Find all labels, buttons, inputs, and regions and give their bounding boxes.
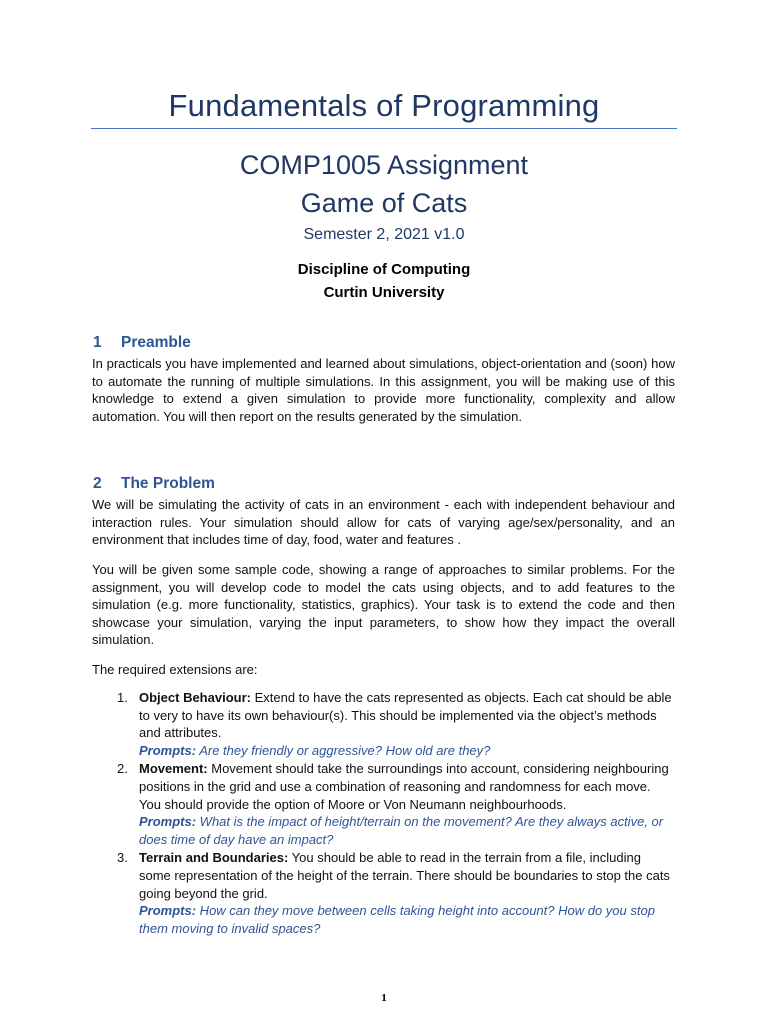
prompt-text: How can they move between cells taking height into account? How do you stop them moving to invalid spaces?	[139, 903, 655, 936]
extension-term: Terrain and Boundaries:	[139, 850, 289, 866]
assignment-subtitle: Game of Cats	[300, 188, 468, 218]
problem-paragraph-2: You will be given some sample code, showing a range of approaches to similar problems. For the assignment, you will develop code to model the cats using objects, and to add features to the simulation (e.g. more functionality, statistics, graphics). Your task is to extend the code and then showcase your simulation, varying the input parameters, to show how they impact the overall simulation.	[92, 562, 675, 648]
section-heading-preamble	[93, 333, 191, 353]
prompt-label: Prompts:	[139, 742, 197, 758]
required-extensions-list	[92, 689, 675, 938]
list-marker: 3.	[117, 850, 128, 866]
discipline-name: Discipline of Computing	[297, 261, 471, 278]
preamble-paragraph: In practicals you have implemented and learned about simulations, object-orientation and (soon) how to automate the running of multiple simulations. In this assignment, you will be making use of this knowledge to extend a given simulation to provide more functionality, complexity and allow automation. You will then report on the results generated by the simulation.	[92, 356, 675, 424]
prompt-label: Prompts:	[139, 814, 197, 830]
list-item	[92, 689, 675, 759]
problem-paragraph-1: We will be simulating the activity of cats in an environment - each with independent behaviour and interaction rules. Your simulation should allow for cats of varying age/sex/personality, and an environment that includes time of day, food, water and features .	[92, 497, 675, 548]
semester-version: Semester 2, 2021 v1.0	[303, 226, 465, 243]
list-marker: 1.	[117, 690, 128, 705]
extension-prompt	[139, 742, 675, 760]
list-item	[92, 760, 675, 848]
extension-text: You should be able to read in the terrain from a file, including some representation of the height of the terrain. There should be boundaries to stop the cats going beyond the grid.	[139, 850, 670, 901]
section-heading-problem	[93, 474, 215, 494]
prompt-label: Prompts:	[139, 903, 197, 919]
extension-term: Movement:	[139, 761, 208, 777]
extension-prompt	[139, 813, 675, 848]
section-title: Preamble	[121, 334, 191, 351]
assignment-title: COMP1005 Assignment	[239, 150, 529, 180]
prompt-text: Are they friendly or aggressive? How old are they?	[196, 742, 491, 758]
page-number: 1	[381, 992, 387, 1004]
document-title: Fundamentals of Programming	[168, 88, 600, 123]
title-divider	[91, 128, 677, 129]
prompt-text: What is the impact of height/terrain on the movement? Are they always active, or does time of day have an impact?	[139, 814, 664, 847]
list-item	[92, 849, 675, 937]
section-number: 2	[93, 475, 102, 492]
problem-paragraph-3: The required extensions are:	[92, 662, 258, 677]
extension-prompt	[139, 902, 675, 937]
extension-text: Extend to have the cats represented as objects. Each cat should be able to very to have its own behaviour(s). This should be implemented via the object’s methods and attributes.	[139, 690, 672, 741]
extension-text: Movement should take the surroundings into account, considering neighbouring positions in the grid and use a combination of reasoning and randomness for each move. You should provide the option of Moore or Von Neumann neighbourhoods.	[139, 761, 669, 812]
extension-term: Object Behaviour:	[139, 690, 251, 705]
section-title: The Problem	[121, 475, 215, 492]
university-name: Curtin University	[323, 284, 445, 301]
list-marker: 2.	[117, 761, 128, 777]
section-number: 1	[93, 334, 102, 351]
